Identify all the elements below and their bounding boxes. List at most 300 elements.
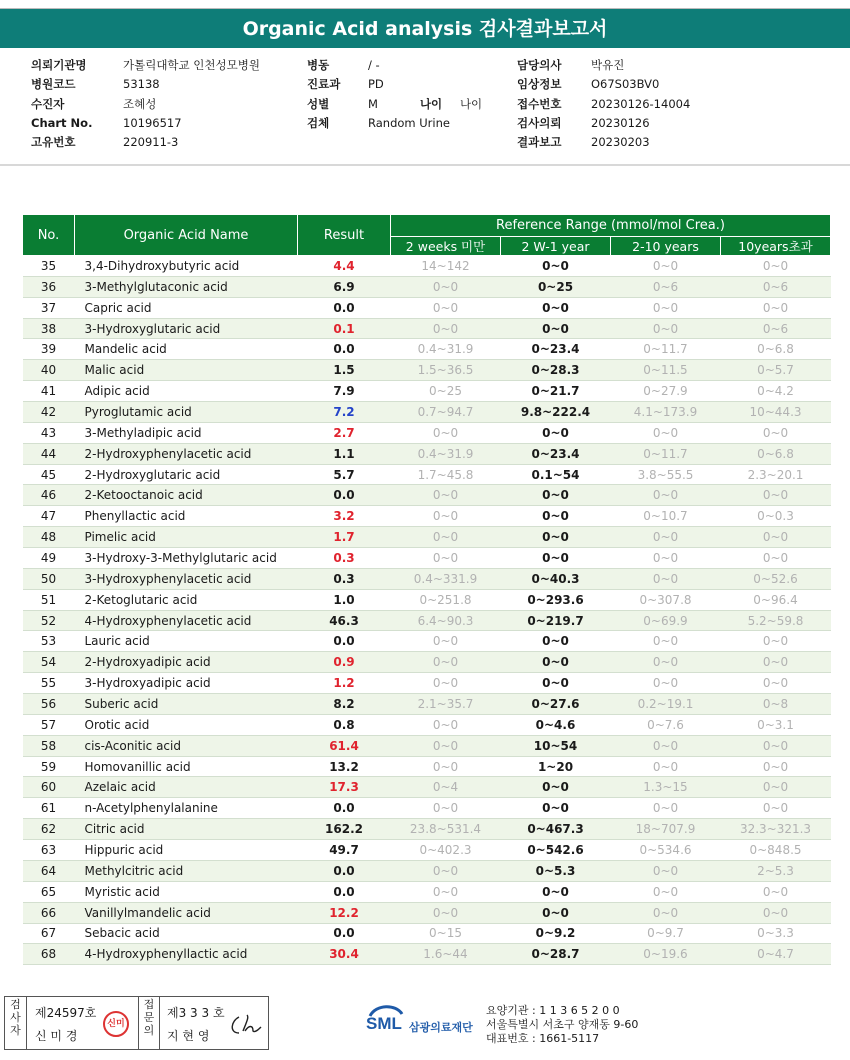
range-under-2-weeks: 0~15 — [391, 923, 501, 944]
range-under-2-weeks: 0~0 — [391, 506, 501, 527]
result-value: 13.2 — [298, 756, 391, 777]
acid-name: 2-Ketoglutaric acid — [75, 589, 298, 610]
examiner-seal: 신미 — [103, 1011, 129, 1037]
range-2w-1y: 0~0 — [501, 902, 611, 923]
table-row — [23, 944, 831, 965]
range-2-10-years: 0~0 — [611, 297, 721, 318]
range-2w-1y: 0~9.2 — [501, 923, 611, 944]
acid-name: 3-Hydroxyadipic acid — [75, 673, 298, 694]
table-row — [23, 360, 831, 381]
info-row — [307, 114, 482, 133]
range-2-10-years: 0~0 — [611, 798, 721, 819]
row-number: 55 — [23, 673, 75, 694]
info-value: 가톨릭대학교 인천성모병원 — [123, 58, 260, 72]
range-2-10-years: 18~707.9 — [611, 819, 721, 840]
acid-name: n-Acetylphenylalanine — [75, 798, 298, 819]
header-range-3: 2-10 years — [611, 237, 721, 256]
info-row — [31, 95, 260, 114]
range-under-2-weeks: 1.5~36.5 — [391, 360, 501, 381]
acid-name: Malic acid — [75, 360, 298, 381]
range-under-2-weeks: 2.1~35.7 — [391, 694, 501, 715]
range-2w-1y: 0~0 — [501, 256, 611, 277]
header-result: Result — [298, 215, 391, 256]
acid-name: Phenyllactic acid — [75, 506, 298, 527]
info-value: 10196517 — [123, 115, 182, 130]
acid-name: cis-Aconitic acid — [75, 735, 298, 756]
range-2-10-years: 0~7.6 — [611, 714, 721, 735]
range-2w-1y: 0~467.3 — [501, 819, 611, 840]
range-2-10-years: 0~0 — [611, 673, 721, 694]
range-under-2-weeks: 0.4~31.9 — [391, 339, 501, 360]
acid-name: Citric acid — [75, 819, 298, 840]
row-number: 62 — [23, 819, 75, 840]
row-number: 40 — [23, 360, 75, 381]
result-value: 1.7 — [298, 527, 391, 548]
range-under-2-weeks: 14~142 — [391, 256, 501, 277]
range-2w-1y: 0~0 — [501, 297, 611, 318]
examiner-license: 제24597호 — [35, 1006, 97, 1020]
range-2-10-years: 0~0 — [611, 860, 721, 881]
range-2w-1y: 0~23.4 — [501, 443, 611, 464]
result-value: 0.0 — [298, 798, 391, 819]
range-2w-1y: 9.8~222.4 — [501, 402, 611, 423]
result-value: 3.2 — [298, 506, 391, 527]
range-under-2-weeks: 0~0 — [391, 631, 501, 652]
range-under-2-weeks: 0~0 — [391, 902, 501, 923]
row-number: 54 — [23, 652, 75, 673]
result-value: 0.1 — [298, 318, 391, 339]
table-row — [23, 860, 831, 881]
acid-name: 2-Hydroxyphenylacetic acid — [75, 443, 298, 464]
acid-name: Vanillylmandelic acid — [75, 902, 298, 923]
signature-mark — [227, 1011, 263, 1039]
range-over-10-years: 5.2~59.8 — [721, 610, 831, 631]
range-2-10-years: 0~0 — [611, 631, 721, 652]
info-label: 진료과 — [307, 77, 341, 92]
acid-name: Myristic acid — [75, 881, 298, 902]
range-2w-1y: 0~25 — [501, 276, 611, 297]
table-row — [23, 777, 831, 798]
info-row — [307, 75, 482, 94]
range-2-10-years: 0.2~19.1 — [611, 694, 721, 715]
acid-name: 3,4-Dihydroxybutyric acid — [75, 256, 298, 277]
range-2w-1y: 0~0 — [501, 548, 611, 569]
info-label: 성별 — [307, 96, 330, 111]
acid-name: 3-Methylglutaconic acid — [75, 276, 298, 297]
range-2-10-years: 0~0 — [611, 485, 721, 506]
info-value: PD — [368, 77, 384, 92]
info-value: M — [368, 96, 378, 111]
table-row — [23, 589, 831, 610]
result-value: 8.2 — [298, 694, 391, 715]
range-under-2-weeks: 0~0 — [391, 798, 501, 819]
range-2-10-years: 3.8~55.5 — [611, 464, 721, 485]
range-over-10-years: 32.3~321.3 — [721, 819, 831, 840]
row-number: 65 — [23, 881, 75, 902]
result-value: 0.3 — [298, 568, 391, 589]
row-number: 67 — [23, 923, 75, 944]
info-value: Random Urine — [368, 115, 450, 130]
row-number: 42 — [23, 402, 75, 423]
table-row — [23, 881, 831, 902]
org-code: 요양기관 : 1 1 3 6 5 2 0 0 — [486, 1004, 620, 1017]
acid-name: Homovanillic acid — [75, 756, 298, 777]
acid-name: Sebacic acid — [75, 923, 298, 944]
row-number: 63 — [23, 840, 75, 861]
table-row — [23, 756, 831, 777]
info-row — [31, 75, 260, 94]
acid-name: Hippuric acid — [75, 840, 298, 861]
info-row — [31, 114, 260, 133]
range-2-10-years: 0~0 — [611, 881, 721, 902]
range-2-10-years: 0~0 — [611, 422, 721, 443]
acid-name: 2-Hydroxyadipic acid — [75, 652, 298, 673]
report-title: Organic Acid analysis 검사결과보고서 — [0, 8, 850, 48]
header-reference: Reference Range (mmol/mol Crea.) — [391, 215, 831, 237]
range-2w-1y: 0~219.7 — [501, 610, 611, 631]
table-row — [23, 714, 831, 735]
range-over-10-years: 10~44.3 — [721, 402, 831, 423]
acid-name: 3-Hydroxyphenylacetic acid — [75, 568, 298, 589]
acid-name: Adipic acid — [75, 381, 298, 402]
range-over-10-years: 0~5.7 — [721, 360, 831, 381]
result-value: 1.1 — [298, 443, 391, 464]
reviewer-license: 제3 3 3 호 — [167, 1006, 225, 1020]
range-2w-1y: 0~21.7 — [501, 381, 611, 402]
result-value: 7.2 — [298, 402, 391, 423]
acid-name: Suberic acid — [75, 694, 298, 715]
table-row — [23, 464, 831, 485]
range-2w-1y: 0~0 — [501, 798, 611, 819]
range-2-10-years: 0~534.6 — [611, 840, 721, 861]
range-over-10-years: 0~0 — [721, 652, 831, 673]
range-2w-1y: 0~0 — [501, 631, 611, 652]
acid-name: 2-Hydroxyglutaric acid — [75, 464, 298, 485]
table-row — [23, 402, 831, 423]
acid-name: Pyroglutamic acid — [75, 402, 298, 423]
row-number: 57 — [23, 714, 75, 735]
org-phone: 대표번호 : 1661-5117 — [486, 1032, 600, 1045]
range-under-2-weeks: 1.6~44 — [391, 944, 501, 965]
info-value: 조혜성 — [123, 96, 157, 111]
range-2-10-years: 0~0 — [611, 756, 721, 777]
range-under-2-weeks: 0~0 — [391, 673, 501, 694]
range-2-10-years: 0~11.7 — [611, 443, 721, 464]
row-number: 53 — [23, 631, 75, 652]
result-value: 0.0 — [298, 881, 391, 902]
info-label: Chart No. — [31, 115, 93, 130]
range-under-2-weeks: 0~0 — [391, 527, 501, 548]
row-number: 44 — [23, 443, 75, 464]
acid-name: Mandelic acid — [75, 339, 298, 360]
table-row — [23, 902, 831, 923]
row-number: 61 — [23, 798, 75, 819]
info-value: 20230126 — [591, 115, 650, 130]
row-number: 37 — [23, 297, 75, 318]
acid-name: Methylcitric acid — [75, 860, 298, 881]
range-over-10-years: 0~0 — [721, 735, 831, 756]
result-value: 0.0 — [298, 485, 391, 506]
range-2-10-years: 0~69.9 — [611, 610, 721, 631]
row-number: 49 — [23, 548, 75, 569]
divider — [0, 164, 850, 166]
info-label: 고유번호 — [31, 135, 76, 150]
result-value: 0.8 — [298, 714, 391, 735]
range-over-10-years: 0~52.6 — [721, 568, 831, 589]
row-number: 59 — [23, 756, 75, 777]
signature-box — [4, 996, 269, 1050]
org-info — [486, 1004, 638, 1046]
range-2-10-years: 0~0 — [611, 902, 721, 923]
range-2-10-years: 0~27.9 — [611, 381, 721, 402]
range-2w-1y: 0~542.6 — [501, 840, 611, 861]
acid-name: 2-Ketooctanoic acid — [75, 485, 298, 506]
range-2-10-years: 0~10.7 — [611, 506, 721, 527]
range-under-2-weeks: 0~0 — [391, 735, 501, 756]
result-value: 7.9 — [298, 381, 391, 402]
logo-text: SML — [366, 1014, 402, 1033]
result-value: 0.0 — [298, 923, 391, 944]
range-over-10-years: 0~4.2 — [721, 381, 831, 402]
result-value: 4.4 — [298, 256, 391, 277]
range-under-2-weeks: 23.8~531.4 — [391, 819, 501, 840]
info-label: 병동 — [307, 58, 330, 72]
info-label: 검체 — [307, 115, 330, 130]
range-2-10-years: 0~9.7 — [611, 923, 721, 944]
table-row — [23, 631, 831, 652]
result-value: 0.0 — [298, 860, 391, 881]
range-2-10-years: 0~0 — [611, 527, 721, 548]
range-over-10-years: 0~0 — [721, 881, 831, 902]
range-2-10-years: 0~0 — [611, 256, 721, 277]
acid-name: 4-Hydroxyphenylacetic acid — [75, 610, 298, 631]
range-under-2-weeks: 0~0 — [391, 485, 501, 506]
acid-name: 4-Hydroxyphenyllactic acid — [75, 944, 298, 965]
table-row — [23, 381, 831, 402]
range-2w-1y: 0~0 — [501, 652, 611, 673]
result-value: 6.9 — [298, 276, 391, 297]
table-row — [23, 422, 831, 443]
range-over-10-years: 0~4.7 — [721, 944, 831, 965]
info-row — [31, 133, 260, 152]
acid-name: Azelaic acid — [75, 777, 298, 798]
range-2-10-years: 0~0 — [611, 548, 721, 569]
table-row — [23, 443, 831, 464]
range-over-10-years: 0~0 — [721, 673, 831, 694]
row-number: 41 — [23, 381, 75, 402]
range-over-10-years: 0~0 — [721, 756, 831, 777]
range-under-2-weeks: 0~251.8 — [391, 589, 501, 610]
range-2w-1y: 0~0 — [501, 485, 611, 506]
info-label: 임상정보 — [517, 77, 562, 92]
range-over-10-years: 0~6 — [721, 318, 831, 339]
range-2-10-years: 0~11.7 — [611, 339, 721, 360]
range-under-2-weeks: 1.7~45.8 — [391, 464, 501, 485]
row-number: 43 — [23, 422, 75, 443]
range-under-2-weeks: 0.7~94.7 — [391, 402, 501, 423]
header-range-4: 10years초과 — [721, 237, 831, 256]
table-row — [23, 506, 831, 527]
patient-info-right — [517, 56, 690, 152]
range-2w-1y: 0~4.6 — [501, 714, 611, 735]
info-label: 접수번호 — [517, 96, 562, 111]
range-under-2-weeks: 0.4~31.9 — [391, 443, 501, 464]
range-over-10-years: 2~5.3 — [721, 860, 831, 881]
table-row — [23, 819, 831, 840]
result-value: 61.4 — [298, 735, 391, 756]
range-2w-1y: 0~40.3 — [501, 568, 611, 589]
acid-name: Lauric acid — [75, 631, 298, 652]
range-under-2-weeks: 0~0 — [391, 860, 501, 881]
range-2w-1y: 0~0 — [501, 777, 611, 798]
range-over-10-years: 0~0 — [721, 902, 831, 923]
range-over-10-years: 0~0 — [721, 485, 831, 506]
info-value: 20230203 — [591, 135, 650, 150]
range-over-10-years: 0~6 — [721, 276, 831, 297]
info-value: 박유진 — [591, 58, 625, 72]
range-2-10-years: 0~307.8 — [611, 589, 721, 610]
table-row — [23, 318, 831, 339]
result-value: 30.4 — [298, 944, 391, 965]
range-2w-1y: 10~54 — [501, 735, 611, 756]
result-value: 49.7 — [298, 840, 391, 861]
range-2w-1y: 0~28.7 — [501, 944, 611, 965]
range-2w-1y: 0~293.6 — [501, 589, 611, 610]
range-over-10-years: 0~3.3 — [721, 923, 831, 944]
info-row — [517, 56, 690, 75]
table-row — [23, 568, 831, 589]
age-value: 나이 — [459, 96, 483, 111]
header-no: No. — [23, 215, 75, 256]
table-row — [23, 673, 831, 694]
patient-info-middle — [307, 56, 482, 133]
org-address: 서울특별시 서초구 양재동 9-60 — [486, 1018, 639, 1031]
info-value: 220911-3 — [123, 135, 179, 150]
range-under-2-weeks: 0~0 — [391, 297, 501, 318]
range-over-10-years: 0~848.5 — [721, 840, 831, 861]
range-under-2-weeks: 6.4~90.3 — [391, 610, 501, 631]
table-row — [23, 840, 831, 861]
header-range-2: 2 W-1 year — [501, 237, 611, 256]
reviewer-label: 접 문 의 — [138, 997, 160, 1049]
org-name: 삼광의료재단 — [409, 1021, 473, 1034]
range-over-10-years: 0~6.8 — [721, 339, 831, 360]
range-under-2-weeks: 0.4~331.9 — [391, 568, 501, 589]
range-2-10-years: 0~6 — [611, 276, 721, 297]
range-under-2-weeks: 0~25 — [391, 381, 501, 402]
row-number: 52 — [23, 610, 75, 631]
info-value: O67S03BV0 — [591, 77, 660, 92]
result-value: 0.3 — [298, 548, 391, 569]
info-row — [31, 56, 260, 75]
range-over-10-years: 0~8 — [721, 694, 831, 715]
range-2w-1y: 0~0 — [501, 318, 611, 339]
range-over-10-years: 0~0.3 — [721, 506, 831, 527]
patient-info-left — [31, 56, 260, 152]
acid-name: Orotic acid — [75, 714, 298, 735]
range-under-2-weeks: 0~0 — [391, 756, 501, 777]
range-under-2-weeks: 0~402.3 — [391, 840, 501, 861]
row-number: 48 — [23, 527, 75, 548]
range-over-10-years: 0~0 — [721, 777, 831, 798]
range-2w-1y: 0.1~54 — [501, 464, 611, 485]
info-row — [517, 95, 690, 114]
row-number: 36 — [23, 276, 75, 297]
examiner-name: 신 미 경 — [35, 1029, 78, 1043]
result-value: 0.0 — [298, 297, 391, 318]
info-value: 53138 — [123, 77, 160, 92]
table-row — [23, 652, 831, 673]
age-label: 나이 — [419, 96, 443, 111]
info-label: 병원코드 — [31, 77, 76, 92]
range-under-2-weeks: 0~0 — [391, 652, 501, 673]
row-number: 38 — [23, 318, 75, 339]
table-row — [23, 297, 831, 318]
row-number: 45 — [23, 464, 75, 485]
acid-name: Pimelic acid — [75, 527, 298, 548]
range-2-10-years: 0~0 — [611, 318, 721, 339]
info-row — [307, 56, 482, 75]
result-value: 0.9 — [298, 652, 391, 673]
range-over-10-years: 0~96.4 — [721, 589, 831, 610]
range-under-2-weeks: 0~0 — [391, 714, 501, 735]
range-2w-1y: 1~20 — [501, 756, 611, 777]
table-row — [23, 798, 831, 819]
sml-logo — [366, 1006, 486, 1042]
row-number: 56 — [23, 694, 75, 715]
range-2w-1y: 0~28.3 — [501, 360, 611, 381]
acid-name: 3-Methyladipic acid — [75, 422, 298, 443]
table-row — [23, 694, 831, 715]
range-2w-1y: 0~27.6 — [501, 694, 611, 715]
row-number: 50 — [23, 568, 75, 589]
range-2w-1y: 0~0 — [501, 422, 611, 443]
range-2-10-years: 0~0 — [611, 568, 721, 589]
info-label: 검사의뢰 — [517, 115, 562, 130]
table-row — [23, 276, 831, 297]
table-row — [23, 256, 831, 277]
result-value: 162.2 — [298, 819, 391, 840]
info-value: 20230126-14004 — [591, 96, 691, 111]
range-over-10-years: 2.3~20.1 — [721, 464, 831, 485]
result-value: 1.5 — [298, 360, 391, 381]
result-value: 2.7 — [298, 422, 391, 443]
row-number: 58 — [23, 735, 75, 756]
range-over-10-years: 0~0 — [721, 548, 831, 569]
info-value: / - — [368, 58, 380, 72]
range-2-10-years: 4.1~173.9 — [611, 402, 721, 423]
row-number: 60 — [23, 777, 75, 798]
row-number: 46 — [23, 485, 75, 506]
result-value: 12.2 — [298, 902, 391, 923]
info-label: 결과보고 — [517, 135, 562, 150]
row-number: 51 — [23, 589, 75, 610]
row-number: 35 — [23, 256, 75, 277]
range-over-10-years: 0~0 — [721, 297, 831, 318]
info-row — [307, 95, 482, 114]
acid-name: 3-Hydroxy-3-Methylglutaric acid — [75, 548, 298, 569]
info-row — [517, 114, 690, 133]
range-under-2-weeks: 0~0 — [391, 318, 501, 339]
range-over-10-years: 0~0 — [721, 527, 831, 548]
row-number: 39 — [23, 339, 75, 360]
result-value: 17.3 — [298, 777, 391, 798]
range-2w-1y: 0~5.3 — [501, 860, 611, 881]
range-over-10-years: 0~6.8 — [721, 443, 831, 464]
info-label: 담당의사 — [517, 58, 562, 72]
row-number: 68 — [23, 944, 75, 965]
result-value: 0.0 — [298, 339, 391, 360]
